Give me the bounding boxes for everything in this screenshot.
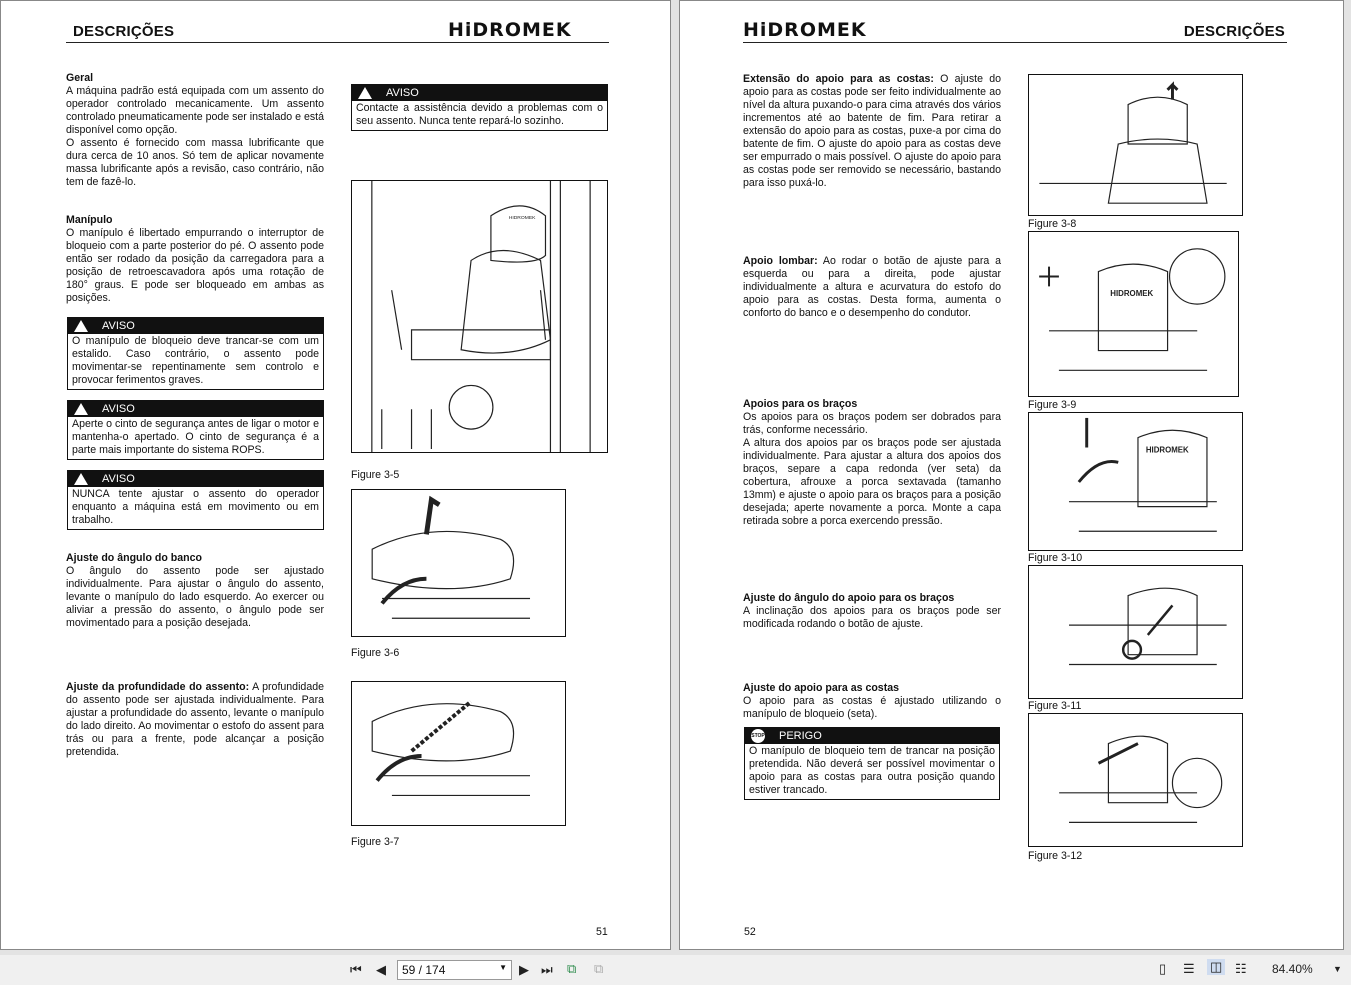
paragraph: O ângulo do assento pode ser ajustado individualmente. Para ajustar o ângulo do assento, levante o manípulo do lado esquerdo. Ao exercer ou aliviar a pressão do assento, o ângulo pode ser movimentado para a posição desejada. xyxy=(66,565,324,629)
warning-label: AVISO xyxy=(386,86,419,99)
figure-logo-text: HIDROMEK xyxy=(508,215,536,221)
next-page-icon[interactable]: ▶ xyxy=(519,962,529,977)
section-bracos xyxy=(743,398,1001,528)
figure-backrest-lever xyxy=(1028,713,1243,847)
stop-icon: STOP xyxy=(751,729,765,743)
hidromek-logo: HiDROMEK xyxy=(448,19,572,41)
previous-view-icon[interactable]: ⧉ xyxy=(567,961,577,976)
header-rule xyxy=(743,42,1287,43)
figure-logo-text: HIDROMEK xyxy=(1110,289,1154,299)
danger-box xyxy=(744,727,1000,800)
figure-armrest-angle xyxy=(1028,565,1243,699)
two-page-continuous-view-icon[interactable]: ☷ xyxy=(1235,961,1247,976)
section-lombar xyxy=(743,255,1001,320)
section-manipulo xyxy=(66,214,324,305)
zoom-level[interactable]: 84.40% xyxy=(1272,962,1313,976)
section-title: Apoios para os braços xyxy=(743,398,858,410)
warning-text: O manípulo de bloqueio deve trancar-se com um estalido. Caso contrário, o assento pode movimentar-se repentinamente sem controlo e provocar ferimentos graves. xyxy=(72,335,319,386)
page-header: DESCRIÇÕES xyxy=(73,23,175,40)
last-page-icon[interactable]: ⏭ xyxy=(541,962,553,977)
lead-text: Apoio lombar: xyxy=(743,255,818,267)
hidromek-logo: HiDROMEK xyxy=(743,19,867,41)
two-page-view-icon[interactable]: ◫ xyxy=(1207,959,1225,975)
figure-armrest xyxy=(1028,412,1243,551)
danger-text: O manípulo de bloqueio tem de trancar na posição pretendida. Não deverá ser possível movimentar o apoio para as costas para outra posição quando estiver trancado. xyxy=(749,745,995,796)
paragraph: O ajuste do apoio para as costas pode ser feito individualmente ao nível da altura puxando-o para cima através dos vários incrementos até ao batente de fim. Para retirar a extensão do apoio para as costas, puxe-a por cima do batente de fim. O ajuste do apoio para as costas deve ser empurrado o mais possível. O ajuste do apoio para as costas pode ser removido se necessário, bastando para isso puxá-lo. xyxy=(743,73,1002,189)
figure-caption: Figure 3-12 xyxy=(1028,850,1083,862)
section-costas xyxy=(743,682,1001,721)
figure-seat-cabin xyxy=(351,180,608,453)
lead-text: Extensão do apoio para as costas: xyxy=(743,73,934,85)
section-title: Ajuste do apoio para as costas xyxy=(743,682,900,694)
warning-icon xyxy=(358,87,372,99)
paragraph: A máquina padrão está equipada com um assento do operador controlado mecanicamente. Um assento controlado pneumaticamente pode ser instalado e está disponível como opção. xyxy=(66,85,324,136)
warning-label: AVISO xyxy=(102,319,135,332)
page-number-value: 59 / 174 xyxy=(402,963,446,977)
figure-backrest-extension xyxy=(1028,74,1243,216)
figure-seat-angle xyxy=(351,489,566,637)
first-page-icon[interactable]: ⏮ xyxy=(350,962,362,977)
chevron-down-icon[interactable]: ▼ xyxy=(499,963,507,972)
section-angulo-banco xyxy=(66,552,324,630)
figure-caption: Figure 3-10 xyxy=(1028,552,1083,564)
page-number-input[interactable] xyxy=(397,960,512,980)
warning-icon xyxy=(74,403,88,415)
pdf-page-51 xyxy=(0,0,671,950)
section-profundidade xyxy=(66,681,324,759)
warning-box xyxy=(67,470,324,530)
paragraph: O apoio para as costas é ajustado utilizando o manípulo de bloqueio (seta). xyxy=(743,695,1001,720)
warning-icon xyxy=(74,320,88,332)
figure-logo-text: HIDROMEK xyxy=(1145,445,1189,455)
page-number: 51 xyxy=(596,926,608,938)
warning-icon xyxy=(74,473,88,485)
figure-caption: Figure 3-5 xyxy=(351,469,400,481)
section-title: Ajuste do ângulo do apoio para os braços xyxy=(743,592,955,604)
danger-label: PERIGO xyxy=(779,729,822,742)
warning-box xyxy=(67,317,324,390)
page-header: DESCRIÇÕES xyxy=(1183,23,1285,40)
figure-caption: Figure 3-7 xyxy=(351,836,400,848)
figure-caption: Figure 3-9 xyxy=(1028,399,1077,411)
paragraph: A profundidade do assento pode ser ajustada individualmente. Para ajustar a profundidade do assento, levante o manípulo do lado direito. Ao movimentar o estofo do assent para trás ou para a frente, pode alcançar a posição pretendida. xyxy=(66,681,324,758)
section-title: Manípulo xyxy=(66,214,113,226)
warning-label: AVISO xyxy=(102,402,135,415)
lead-text: Ajuste da profundidade do assento: xyxy=(66,681,250,693)
section-angulo-bracos xyxy=(743,592,1001,631)
paragraph: Ao rodar o botão de ajuste para a esquerda ou para a direita, pode ajustar individualmente a altura e acurvatura do estofo do apoio para as costas. Desta forma, aumenta o conforto do banco e o desempenho do condutor. xyxy=(743,255,1001,319)
pdf-page-52 xyxy=(679,0,1344,950)
paragraph: O manípulo é libertado empurrando o interruptor de bloqueio com a parte posterior do pé. O assento pode então ser rodado da posição da carregadora para a posição de retroescavadora após uma rotação de 180° graus. E pode ser bloqueado em ambas as posições. xyxy=(66,227,324,304)
previous-page-icon[interactable]: ◀ xyxy=(376,962,386,977)
figure-caption: Figure 3-11 xyxy=(1028,700,1082,712)
pdf-viewer-toolbar xyxy=(0,955,1351,985)
section-title: Geral xyxy=(66,72,94,84)
section-geral xyxy=(66,72,324,189)
warning-box xyxy=(351,84,608,131)
section-extensao xyxy=(743,73,1001,190)
header-rule xyxy=(66,42,609,43)
warning-text: NUNCA tente ajustar o assento do operador enquanto a máquina está em movimento ou em trabalho. xyxy=(72,488,319,526)
paragraph: A inclinação dos apoios para os braços pode ser modificada rodando o botão de ajuste. xyxy=(743,605,1001,630)
next-view-icon[interactable]: ⧉ xyxy=(594,961,604,976)
paragraph: A altura dos apoios par os braços pode ser ajustada individualmente. Para ajustar a altura dos apoios dos braços, separe a capa redonda (ver seta) da cobertura, afrouxe a porca sextavada (tamanho 13mm) e ajuste o apoio para os braços para a posição desejada; aperte novamente a porca. Monte a capa retirada sobre a porca exercendo pressão. xyxy=(743,437,1001,527)
warning-text: Contacte a assistência devido a problemas com o seu assento. Nunca tente repará-lo sozinho. xyxy=(356,102,603,127)
figure-caption: Figure 3-8 xyxy=(1028,218,1077,230)
warning-box xyxy=(67,400,324,460)
warning-label: AVISO xyxy=(102,472,135,485)
section-title: Ajuste do ângulo do banco xyxy=(66,552,202,564)
figure-seat-depth xyxy=(351,681,566,826)
zoom-dropdown-icon[interactable]: ▼ xyxy=(1333,964,1342,974)
single-page-view-icon[interactable]: ▯ xyxy=(1159,961,1167,976)
figure-caption: Figure 3-6 xyxy=(351,647,400,659)
page-number: 52 xyxy=(744,926,756,938)
warning-text: Aperte o cinto de segurança antes de ligar o motor e mantenha-o apertado. O cinto de segurança é a parte mais importante do sistema ROPS. xyxy=(72,418,319,456)
paragraph: Os apoios para os braços podem ser dobrados para trás, conforme necessário. xyxy=(743,411,1001,436)
figure-lumbar-support xyxy=(1028,231,1239,397)
paragraph: O assento é fornecido com massa lubrificante que dura cerca de 10 anos. Só tem de aplicar novamente massa lubrificante após a revisão, caso contrário, não tem de fazê-lo. xyxy=(66,137,324,188)
continuous-view-icon[interactable]: ☰ xyxy=(1183,961,1195,976)
